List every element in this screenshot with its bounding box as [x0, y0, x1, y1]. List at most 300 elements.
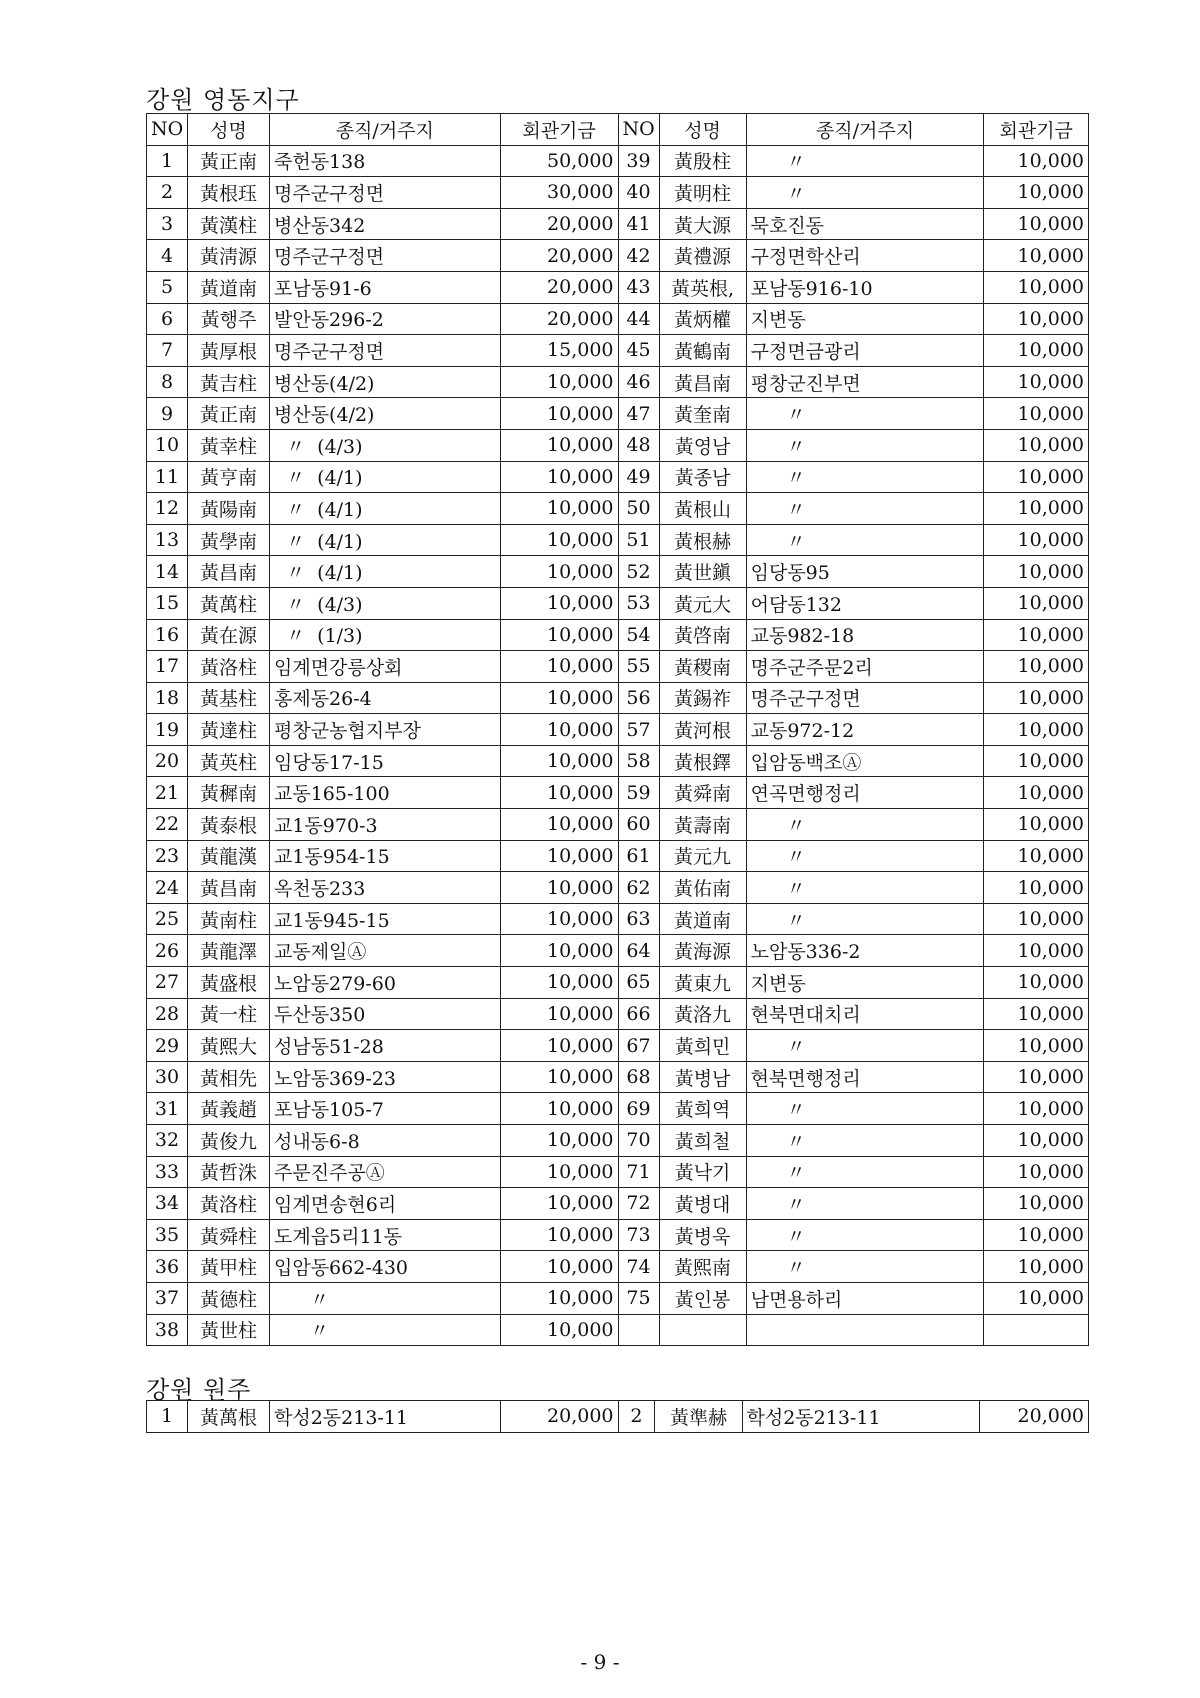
fund-amount: 10,000: [984, 872, 1089, 904]
address: 죽헌동138: [270, 145, 501, 177]
address: 임당동17-15: [270, 745, 501, 777]
row-no: 72: [618, 1188, 659, 1220]
row-no: 50: [618, 493, 659, 525]
donor-name: 黃一柱: [188, 998, 270, 1030]
fund-amount: 20,000: [500, 303, 618, 335]
donor-name: 黃희철: [659, 1125, 746, 1157]
address: 노암동279-60: [270, 967, 501, 999]
table-row: [147, 145, 1089, 177]
donor-name: 黃海源: [659, 935, 746, 967]
donor-name: 黃영남: [659, 429, 746, 461]
row-no: 61: [618, 840, 659, 872]
donor-name: 黃佑南: [659, 872, 746, 904]
fund-amount: 10,000: [984, 1061, 1089, 1093]
donor-name: 黃萬柱: [188, 587, 270, 619]
row-no: 59: [618, 777, 659, 809]
address: 발안동296-2: [270, 303, 501, 335]
row-no: 48: [618, 429, 659, 461]
address: 임계면송현6리: [270, 1188, 501, 1220]
row-no: 26: [147, 935, 188, 967]
address: 임계면강릉상회: [270, 651, 501, 683]
address: 〃 (1/3): [270, 619, 501, 651]
donor-name: 黃종남: [659, 461, 746, 493]
donor-name: 黃인봉: [659, 1282, 746, 1314]
fund-amount: 10,000: [500, 745, 618, 777]
donor-name: 黃世柱: [188, 1314, 270, 1346]
row-no: 9: [147, 398, 188, 430]
address: 교동982-18: [746, 619, 984, 651]
fund-amount: 20,000: [500, 271, 618, 303]
table-row: [147, 967, 1089, 999]
fund-amount: 10,000: [500, 1125, 618, 1157]
donor-name: 黃在源: [188, 619, 270, 651]
address: 〃: [746, 872, 984, 904]
row-no: 44: [618, 303, 659, 335]
table-row: [147, 461, 1089, 493]
row-no: 60: [618, 809, 659, 841]
table-row: [147, 1061, 1089, 1093]
address: 〃: [746, 493, 984, 525]
address: 포남동91-6: [270, 271, 501, 303]
fund-amount: 10,000: [500, 524, 618, 556]
table-row: [147, 556, 1089, 588]
table-row: [147, 1251, 1089, 1283]
donor-name: 黃東九: [659, 967, 746, 999]
fund-amount: 10,000: [984, 1282, 1089, 1314]
fund-amount: 10,000: [984, 809, 1089, 841]
fund-amount: 10,000: [500, 1093, 618, 1125]
fund-amount: 10,000: [500, 967, 618, 999]
donor-name: 黃錫祚: [659, 682, 746, 714]
table-row: [147, 840, 1089, 872]
fund-amount: 10,000: [500, 1061, 618, 1093]
address: 학성2동213-11: [742, 1401, 980, 1433]
table-row: [147, 1030, 1089, 1062]
donor-name: 黃道南: [659, 903, 746, 935]
donor-name: 黃熙大: [188, 1030, 270, 1062]
fund-amount: 10,000: [500, 1188, 618, 1220]
donor-name: 黃學南: [188, 524, 270, 556]
address: 〃: [746, 903, 984, 935]
donor-name: 黃熙南: [659, 1251, 746, 1283]
address: 교1동970-3: [270, 809, 501, 841]
donor-table-wonju: [146, 1400, 1089, 1433]
row-no: 13: [147, 524, 188, 556]
table-row: [147, 682, 1089, 714]
header-address: 종직/거주지: [746, 114, 984, 146]
fund-amount: 10,000: [984, 1156, 1089, 1188]
address: 주문진주공Ⓐ: [270, 1156, 501, 1188]
fund-amount: 10,000: [984, 524, 1089, 556]
row-no: 19: [147, 714, 188, 746]
fund-amount: 10,000: [500, 1251, 618, 1283]
row-no: 17: [147, 651, 188, 683]
donor-name: 黃낙기: [659, 1156, 746, 1188]
address: 명주군구정면: [746, 682, 984, 714]
fund-amount: 20,000: [500, 208, 618, 240]
row-no: 68: [618, 1061, 659, 1093]
fund-amount: 10,000: [500, 1282, 618, 1314]
donor-name: 黃河根: [659, 714, 746, 746]
table-row: [147, 809, 1089, 841]
table-row: [147, 1314, 1089, 1346]
fund-amount: 10,000: [500, 809, 618, 841]
address: 도계읍5리11동: [270, 1219, 501, 1251]
fund-amount: 10,000: [500, 840, 618, 872]
fund-amount: 10,000: [984, 998, 1089, 1030]
donor-name: 黃世鎭: [659, 556, 746, 588]
row-no: 34: [147, 1188, 188, 1220]
donor-name: 黃昌南: [188, 872, 270, 904]
donor-table-yeongdong: [146, 113, 1089, 1346]
address: 입암동백조Ⓐ: [746, 745, 984, 777]
address: 〃: [746, 809, 984, 841]
fund-amount: 10,000: [984, 651, 1089, 683]
header-amount: 회관기금: [984, 114, 1089, 146]
row-no: 28: [147, 998, 188, 1030]
header-no: NO: [147, 114, 188, 146]
donor-name: 黃洛柱: [188, 651, 270, 683]
table-row: [147, 651, 1089, 683]
row-no: 74: [618, 1251, 659, 1283]
donor-name: 黃洛九: [659, 998, 746, 1030]
address: 병산동(4/2): [270, 398, 501, 430]
header-address: 종직/거주지: [270, 114, 501, 146]
fund-amount: 10,000: [984, 903, 1089, 935]
fund-amount: 10,000: [500, 935, 618, 967]
address: 교1동954-15: [270, 840, 501, 872]
fund-amount: 10,000: [500, 619, 618, 651]
donor-name: 黃元大: [659, 587, 746, 619]
fund-amount: 10,000: [984, 1251, 1089, 1283]
address: 명주군주문2리: [746, 651, 984, 683]
row-no: 1: [147, 1401, 188, 1433]
donor-name: 黃炳權: [659, 303, 746, 335]
row-no: 55: [618, 651, 659, 683]
row-no: 3: [147, 208, 188, 240]
row-no: 15: [147, 587, 188, 619]
donor-name: 黃穉南: [188, 777, 270, 809]
row-no: 12: [147, 493, 188, 525]
donor-name: 黃昌南: [659, 366, 746, 398]
row-no: 70: [618, 1125, 659, 1157]
address: 〃: [746, 1125, 984, 1157]
table-row: [147, 335, 1089, 367]
fund-amount: 10,000: [984, 967, 1089, 999]
donor-name: 黃殷柱: [659, 145, 746, 177]
address: 〃: [746, 177, 984, 209]
fund-amount: 10,000: [500, 587, 618, 619]
address: 입암동662-430: [270, 1251, 501, 1283]
address: 〃: [746, 1251, 984, 1283]
table-row: [147, 1093, 1089, 1125]
row-no: 56: [618, 682, 659, 714]
address: 홍제동26-4: [270, 682, 501, 714]
donor-name: 黃準赫: [655, 1401, 742, 1433]
donor-name: 黃禮源: [659, 240, 746, 272]
fund-amount: 10,000: [984, 177, 1089, 209]
address: 포남동105-7: [270, 1093, 501, 1125]
fund-amount: 10,000: [500, 556, 618, 588]
donor-name: 黃萬根: [188, 1401, 270, 1433]
fund-amount: 10,000: [500, 682, 618, 714]
table-row: [147, 1282, 1089, 1314]
address: 〃: [746, 1093, 984, 1125]
fund-amount: 10,000: [500, 1314, 618, 1346]
fund-amount: 10,000: [500, 1030, 618, 1062]
donor-name: 黃達柱: [188, 714, 270, 746]
row-no: 22: [147, 809, 188, 841]
row-no: 1: [147, 145, 188, 177]
row-no: 43: [618, 271, 659, 303]
row-no: 4: [147, 240, 188, 272]
row-no: 62: [618, 872, 659, 904]
fund-amount: 10,000: [984, 840, 1089, 872]
donor-name: 黃根赫: [659, 524, 746, 556]
address: 〃: [746, 461, 984, 493]
fund-amount: 10,000: [500, 777, 618, 809]
donor-name: 黃正南: [188, 398, 270, 430]
row-no: 64: [618, 935, 659, 967]
donor-name: 黃正南: [188, 145, 270, 177]
donor-name: 黃啓南: [659, 619, 746, 651]
fund-amount: 10,000: [500, 714, 618, 746]
table-row: [147, 366, 1089, 398]
row-no: 57: [618, 714, 659, 746]
address: 연곡면행정리: [746, 777, 984, 809]
row-no: 2: [147, 177, 188, 209]
fund-amount: 50,000: [500, 145, 618, 177]
table-row: [147, 1125, 1089, 1157]
address: 〃: [270, 1282, 501, 1314]
fund-amount: 10,000: [984, 935, 1089, 967]
address: 〃: [746, 840, 984, 872]
donor-name: 黃英柱: [188, 745, 270, 777]
donor-name: 黃舜柱: [188, 1219, 270, 1251]
row-no: 33: [147, 1156, 188, 1188]
section-title-yeongdong: 강원 영동지구: [146, 86, 300, 114]
address: 명주군구정면: [270, 335, 501, 367]
donor-name: 黃甲柱: [188, 1251, 270, 1283]
donor-name: 黃英根,: [659, 271, 746, 303]
table-row: [147, 935, 1089, 967]
fund-amount: 10,000: [984, 398, 1089, 430]
fund-amount: 10,000: [500, 366, 618, 398]
donor-name: 黃吉柱: [188, 366, 270, 398]
row-no: 11: [147, 461, 188, 493]
donor-name: 黃元九: [659, 840, 746, 872]
row-no: 14: [147, 556, 188, 588]
row-no: 35: [147, 1219, 188, 1251]
fund-amount: 10,000: [984, 1188, 1089, 1220]
fund-amount: 10,000: [500, 903, 618, 935]
header-no: NO: [618, 114, 659, 146]
address: 〃 (4/3): [270, 587, 501, 619]
row-no: 24: [147, 872, 188, 904]
address: 구정면금광리: [746, 335, 984, 367]
address: 평창군진부면: [746, 366, 984, 398]
address: 두산동350: [270, 998, 501, 1030]
row-no: 6: [147, 303, 188, 335]
fund-amount: 30,000: [500, 177, 618, 209]
address: 지변동: [746, 303, 984, 335]
donor-name: 黃基柱: [188, 682, 270, 714]
fund-amount: 10,000: [984, 240, 1089, 272]
row-no: 25: [147, 903, 188, 935]
row-no: 2: [618, 1401, 655, 1433]
fund-amount: 10,000: [984, 429, 1089, 461]
address: 현북면행정리: [746, 1061, 984, 1093]
donor-name: 黃昌南: [188, 556, 270, 588]
fund-amount: 10,000: [984, 556, 1089, 588]
donor-name: 黃哲洙: [188, 1156, 270, 1188]
row-no: 37: [147, 1282, 188, 1314]
table-row: [147, 587, 1089, 619]
row-no: 47: [618, 398, 659, 430]
row-no: 65: [618, 967, 659, 999]
row-no: 54: [618, 619, 659, 651]
address: 〃: [746, 145, 984, 177]
row-no: 41: [618, 208, 659, 240]
donor-name: 黃奎南: [659, 398, 746, 430]
address: 〃: [746, 398, 984, 430]
fund-amount: 20,000: [500, 240, 618, 272]
table-row: [147, 1401, 1089, 1433]
fund-amount: 10,000: [500, 1156, 618, 1188]
address: 임당동95: [746, 556, 984, 588]
row-no: 31: [147, 1093, 188, 1125]
row-no: 8: [147, 366, 188, 398]
address: 노암동369-23: [270, 1061, 501, 1093]
row-no: 52: [618, 556, 659, 588]
donor-name: 黃泰根: [188, 809, 270, 841]
donor-name: 黃盛根: [188, 967, 270, 999]
address: 남면용하리: [746, 1282, 984, 1314]
donor-name: 黃舜南: [659, 777, 746, 809]
donor-name: 黃稷南: [659, 651, 746, 683]
fund-amount: 10,000: [984, 1093, 1089, 1125]
table-row: [147, 208, 1089, 240]
row-no: 66: [618, 998, 659, 1030]
address: 명주군구정면: [270, 240, 501, 272]
row-no: 69: [618, 1093, 659, 1125]
address: 성내동6-8: [270, 1125, 501, 1157]
fund-amount: 10,000: [984, 145, 1089, 177]
row-no: 36: [147, 1251, 188, 1283]
row-no: 53: [618, 587, 659, 619]
address: 교동제일Ⓐ: [270, 935, 501, 967]
fund-amount: 10,000: [984, 366, 1089, 398]
table-row: [147, 777, 1089, 809]
donor-name: 黃壽南: [659, 809, 746, 841]
address: 〃 (4/1): [270, 524, 501, 556]
table-row: [147, 619, 1089, 651]
fund-amount: 10,000: [500, 1219, 618, 1251]
row-no: 18: [147, 682, 188, 714]
fund-amount: 10,000: [984, 587, 1089, 619]
donor-name: 黃大源: [659, 208, 746, 240]
address: 교동165-100: [270, 777, 501, 809]
address: 성남동51-28: [270, 1030, 501, 1062]
address: 〃: [746, 429, 984, 461]
donor-name: 黃亨南: [188, 461, 270, 493]
donor-name: 黃병남: [659, 1061, 746, 1093]
fund-amount: 10,000: [984, 1030, 1089, 1062]
table-row: [147, 745, 1089, 777]
row-no: 23: [147, 840, 188, 872]
fund-amount: 20,000: [980, 1401, 1089, 1433]
header-amount: 회관기금: [500, 114, 618, 146]
fund-amount: 10,000: [984, 745, 1089, 777]
donor-name: 黃根鐸: [659, 745, 746, 777]
donor-name: 黃明柱: [659, 177, 746, 209]
address: 교동972-12: [746, 714, 984, 746]
fund-amount: 10,000: [500, 998, 618, 1030]
fund-amount: 10,000: [984, 461, 1089, 493]
donor-name: 黃根珏: [188, 177, 270, 209]
address: 옥천동233: [270, 872, 501, 904]
fund-amount: 20,000: [500, 1401, 618, 1433]
row-no: 39: [618, 145, 659, 177]
address: 〃 (4/1): [270, 493, 501, 525]
row-no: 42: [618, 240, 659, 272]
address: 〃: [270, 1314, 501, 1346]
address: 지변동: [746, 967, 984, 999]
row-no: 20: [147, 745, 188, 777]
row-no: 40: [618, 177, 659, 209]
donor-name: 黃희역: [659, 1093, 746, 1125]
fund-amount: 10,000: [984, 714, 1089, 746]
page-number: - 9 -: [580, 1650, 620, 1674]
row-no: 32: [147, 1125, 188, 1157]
fund-amount: 15,000: [500, 335, 618, 367]
donor-name: 黃鶴南: [659, 335, 746, 367]
address: 현북면대치리: [746, 998, 984, 1030]
donor-name: 黃南柱: [188, 903, 270, 935]
donor-name: 黃龍漢: [188, 840, 270, 872]
fund-amount: 10,000: [984, 493, 1089, 525]
address: 구정면학산리: [746, 240, 984, 272]
fund-amount: 10,000: [500, 651, 618, 683]
address: 〃: [746, 1188, 984, 1220]
fund-amount: 10,000: [984, 682, 1089, 714]
header-name: 성명: [659, 114, 746, 146]
donor-name: 黃厚根: [188, 335, 270, 367]
row-no: 63: [618, 903, 659, 935]
donor-name: 黃俊九: [188, 1125, 270, 1157]
row-no: 58: [618, 745, 659, 777]
row-no: 10: [147, 429, 188, 461]
fund-amount: [984, 1314, 1089, 1346]
table-row: [147, 524, 1089, 556]
row-no: 46: [618, 366, 659, 398]
address: 〃: [746, 1219, 984, 1251]
donor-name: 黃義趙: [188, 1093, 270, 1125]
address: 노암동336-2: [746, 935, 984, 967]
address: 〃 (4/3): [270, 429, 501, 461]
row-no: 7: [147, 335, 188, 367]
fund-amount: 10,000: [984, 1219, 1089, 1251]
table-row: [147, 240, 1089, 272]
address: 병산동342: [270, 208, 501, 240]
address: 병산동(4/2): [270, 366, 501, 398]
table-row: [147, 903, 1089, 935]
table-header-row: [147, 114, 1089, 146]
table-row: [147, 1156, 1089, 1188]
table-row: [147, 998, 1089, 1030]
table-row: [147, 1219, 1089, 1251]
donor-name: 黃根山: [659, 493, 746, 525]
